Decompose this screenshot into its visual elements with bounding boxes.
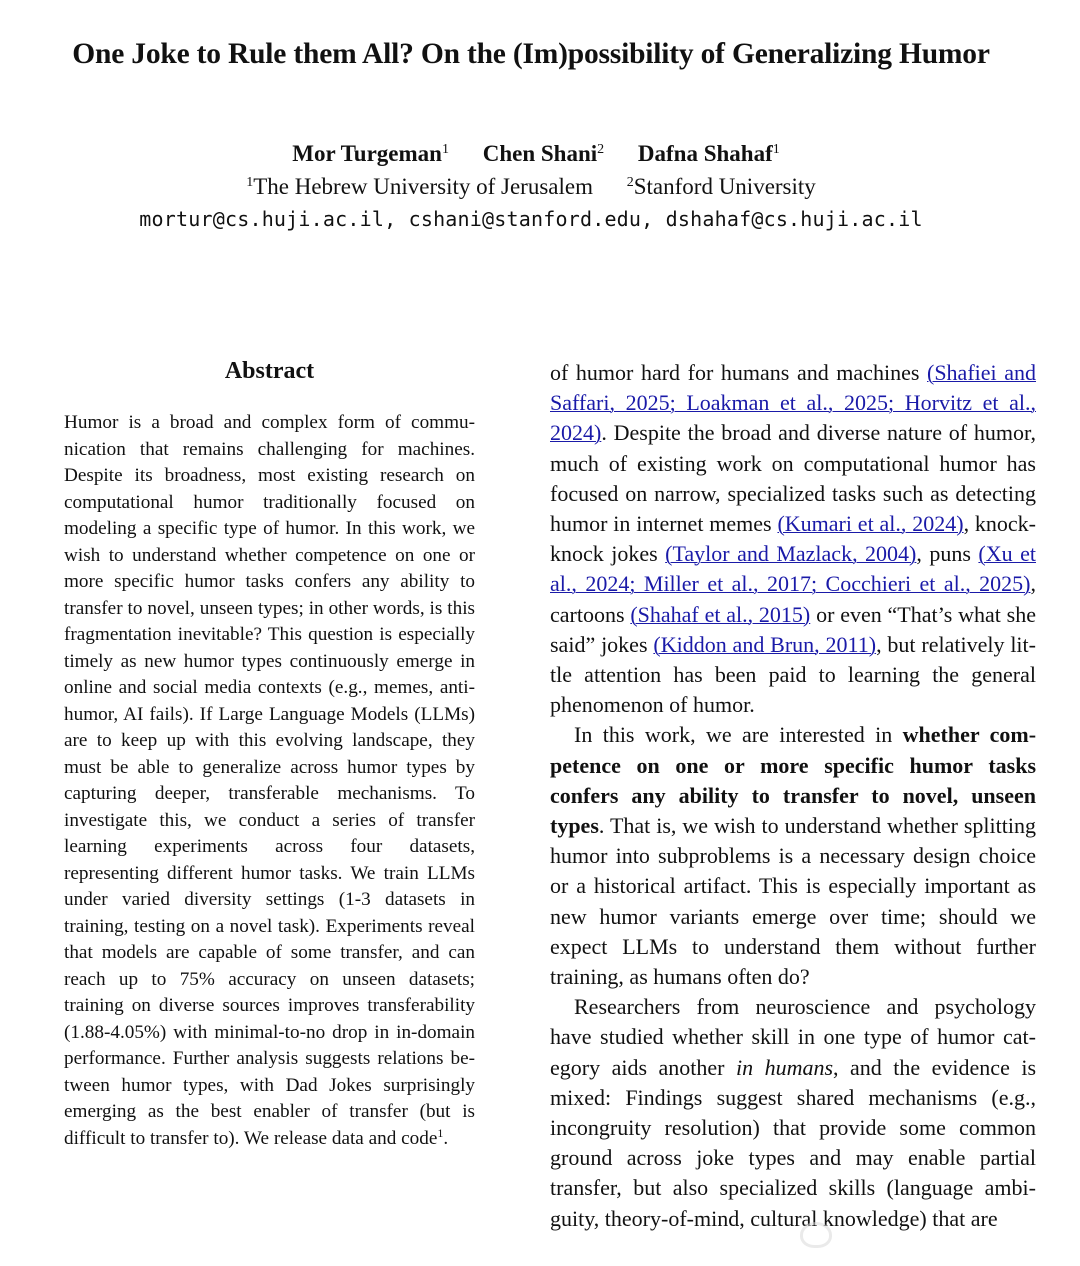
citation-link[interactable]: (Shafiei and Saffari, 2025; Loakman et al., 2025; Horvitz et al., 2024)	[550, 360, 1037, 446]
body-text: of humor hard for humans and machines	[550, 360, 927, 385]
author-affiliation-mark: 1	[441, 142, 449, 157]
affiliation-name: The Hebrew University of Jerusalem	[253, 174, 593, 199]
emphasized-text: whether competence on one or more specific humor tasks confers any ability to transfer to novel, unseen types	[550, 722, 1037, 839]
intro-paragraph-3	[550, 992, 1036, 1234]
affiliation-name: Stanford University	[633, 174, 816, 199]
intro-column	[550, 358, 1036, 1234]
author-list	[0, 141, 1072, 167]
author-3	[638, 141, 780, 167]
abstract-heading: Abstract	[224, 358, 315, 384]
intro-paragraph-1	[550, 358, 1036, 720]
italic-text: in humans	[735, 1054, 834, 1080]
author-affiliation-mark: 2	[597, 142, 605, 157]
author-1	[292, 141, 449, 167]
body-text: In this work, we are interested in	[574, 722, 903, 748]
author-name: Dafna Shahaf	[637, 141, 773, 166]
citation-link[interactable]: (Shahaf et al., 2015)	[630, 601, 811, 627]
author-name: Mor Turgeman	[292, 141, 442, 166]
affiliation-1	[246, 174, 593, 200]
author-name: Chen Shani	[482, 141, 598, 166]
citation-link[interactable]: (Xu et al., 2024; Miller et al., 2017; Cocchieri et al., 2025)	[550, 541, 1036, 597]
body-text: , puns	[916, 541, 979, 567]
body-text: or even “That’s what she said” jokes	[550, 601, 1037, 657]
body-text: . Despite the broad and diverse nature of humor, much of existing work on computational humor has focused on narrow, specialized tasks such as detecting humor in internet memes	[550, 420, 1036, 537]
body-text: . That is, we wish to understand whether splitting humor into subproblems is a necessary design choice or a historical artifact. This is especially important as new humor variants emerge over time; should we expect LLMs to understand them without further training, as humans often do?	[550, 813, 1036, 990]
affiliation-list	[0, 174, 1062, 200]
body-text: , cartoons	[550, 571, 1036, 627]
footnote-link[interactable]: 1	[437, 1125, 444, 1140]
abstract-end: .	[443, 1127, 449, 1149]
abstract-body: Humor is a broad and complex form of communication that remains challenging for machines. Despite its broadness, most existing research on computational humor traditionally focused on modeling a specific type of humor. In this work, we wish to understand whether competence on one or more specific humor tasks confers any ability to transfer to novel, unseen types; in other words, is this fragmentation inevitable? This question is especially timely as new humor types continuously emerge in online and social media contexts (e.g., memes, anti-humor, AI fails). If Large Language Models (LLMs) are to keep up with this evolving landscape, they must be able to generalize across humor types by capturing deeper, transferable mechanisms. To investigate this, we conduct a series of transfer learning experiments across four datasets, representing different humor tasks. We train LLMs under varied diversity settings (1-3 datasets in training, testing on a novel task). Experiments reveal that models are capable of some transfer, and can reach up to 75% accuracy on unseen datasets; training on diverse sources improves transferability (1.88-4.05%) with minimal-to-no drop in in-domain performance. Further analysis suggests relations between humor types, with Dad Jokes surprisingly emerging as the best enabler of transfer (but is difficult to transfer to). We release data and code	[64, 412, 475, 1149]
intro-paragraph-2	[550, 720, 1036, 992]
citation-link[interactable]: (Kumari et al., 2024)	[777, 511, 964, 537]
citation-link[interactable]: (Taylor and Mazlack, 2004)	[665, 541, 917, 567]
citation-link[interactable]: (Kiddon and Brun, 2011)	[653, 631, 877, 657]
body-text: , and the evidence is mixed: Findings suggest shared mechanisms (e.g., incongruity resolution) that provide some common ground across joke types and may enable partial transfer, but also specialized skills (language ambiguity, theory-of-mind, cultural knowledge) that are	[550, 1054, 1037, 1231]
abstract-text	[64, 410, 475, 1152]
affiliation-mark: 2	[626, 175, 634, 190]
body-text: Researchers from neuroscience and psychology have studied whether skill in one type of humor category aids another	[550, 994, 1036, 1080]
author-affiliation-mark: 1	[772, 142, 780, 157]
body-text: , but relatively little attention has been paid to learning the general phenomenon of humor.	[550, 631, 1036, 718]
author-emails: mortur@cs.huji.ac.il, cshani@stanford.edu, dshahaf@cs.huji.ac.il	[139, 207, 923, 231]
author-2	[483, 141, 604, 167]
affiliation-mark: 1	[246, 175, 254, 190]
body-text: , knock-knock jokes	[550, 511, 1037, 567]
paper-title: One Joke to Rule them All? On the (Im)possibility of Generalizing Humor	[72, 38, 990, 70]
affiliation-2	[627, 174, 816, 200]
